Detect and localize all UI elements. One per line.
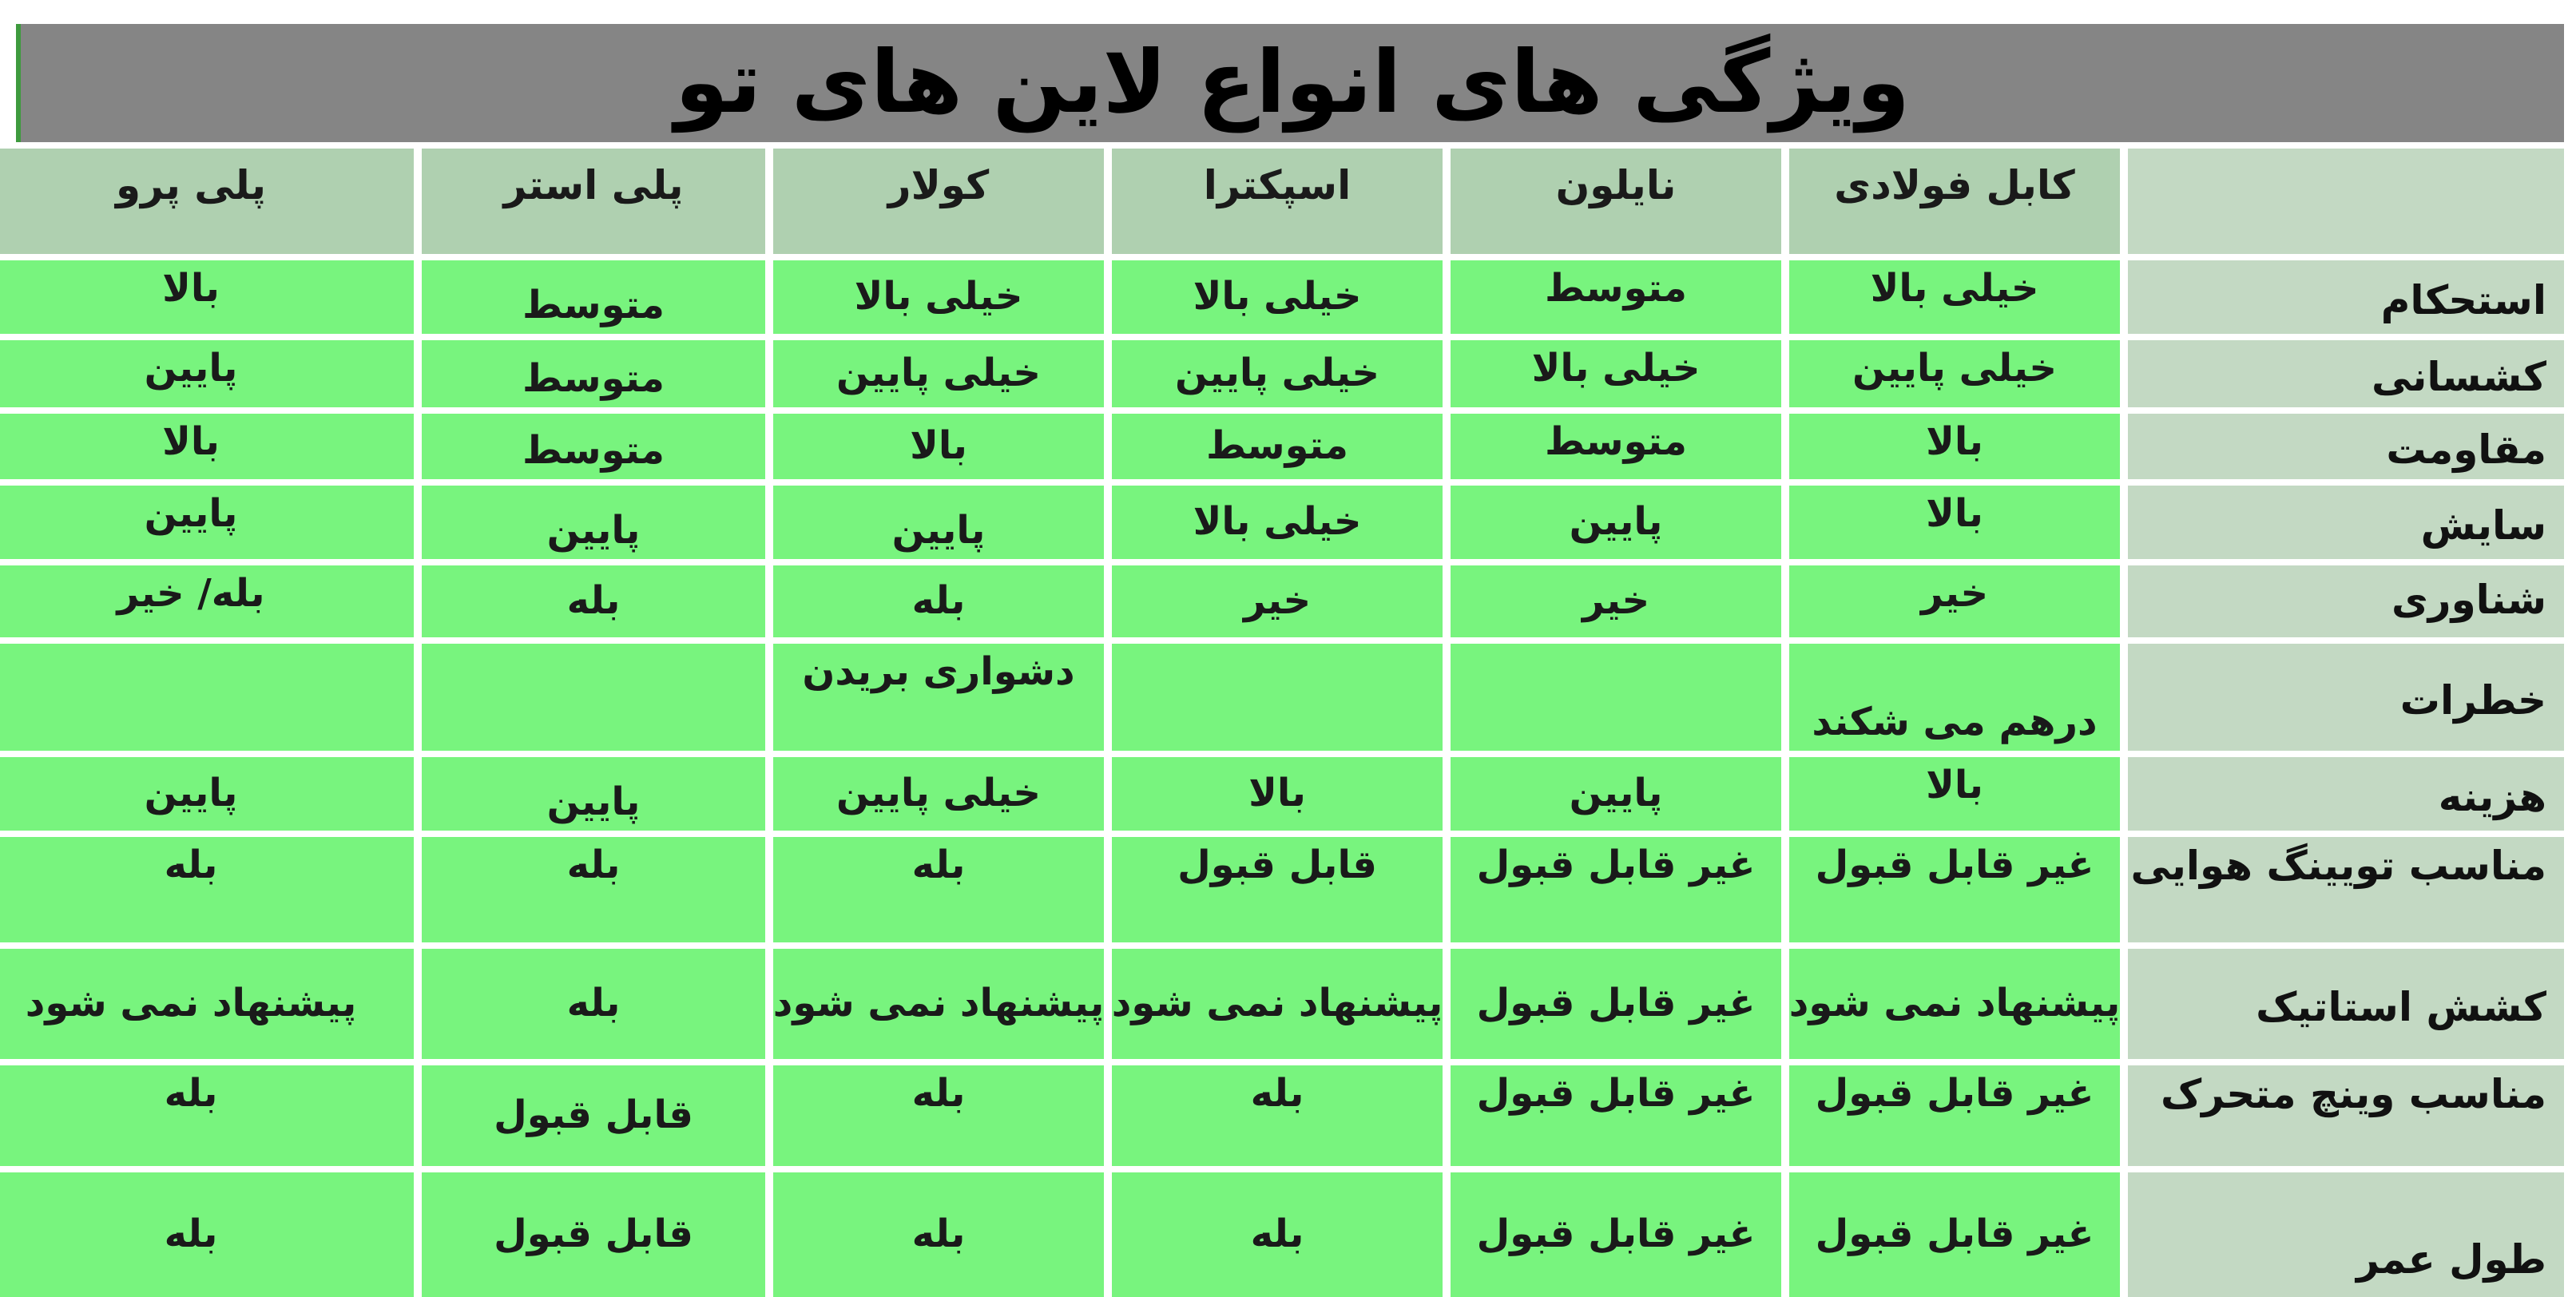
table-cell: پیشنهاد نمی شود <box>0 949 414 1059</box>
header-cell-blank <box>2128 149 2564 254</box>
table-cell: غیر قابل قبول <box>1789 1065 2120 1166</box>
header-cell-polypro: پلی پرو <box>0 149 414 254</box>
table-cell: پایین <box>0 486 414 559</box>
table-cell: بله <box>422 949 765 1059</box>
table-cell <box>1451 644 1781 751</box>
row-label: هزینه <box>2128 757 2564 831</box>
table-cell: غیر قابل قبول <box>1789 837 2120 942</box>
table-cell <box>0 644 414 751</box>
table-cell: پیشنهاد نمی شود <box>1112 949 1443 1059</box>
row-label: شناوری <box>2128 565 2564 637</box>
table-cell: غیر قابل قبول <box>1451 1065 1781 1166</box>
table-cell: بله <box>773 1065 1104 1166</box>
table-cell: پایین <box>0 340 414 407</box>
table-cell: پیشنهاد نمی شود <box>773 949 1104 1059</box>
table-cell: پایین <box>422 486 765 559</box>
table-cell <box>422 644 765 751</box>
table-cell: خیلی بالا <box>773 260 1104 334</box>
table-cell: پیشنهاد نمی شود <box>1789 949 2120 1059</box>
page-title: ویژگی های انواع لاین های تو <box>674 33 1911 133</box>
table-cell <box>1112 644 1443 751</box>
table-cell: غیر قابل قبول <box>1789 1172 2120 1297</box>
table-cell: خیلی بالا <box>1112 486 1443 559</box>
row-label: استحکام <box>2128 260 2564 334</box>
row-label: مناسب وینچ متحرک <box>2128 1065 2564 1166</box>
row-label: مناسب تویینگ هوایی <box>2128 837 2564 942</box>
table-cell: متوسط <box>422 260 765 334</box>
table-cell: خیلی بالا <box>1789 260 2120 334</box>
row-label: خطرات <box>2128 644 2564 751</box>
table-cell: خیلی بالا <box>1112 260 1443 334</box>
table-cell: قابل قبول <box>1112 837 1443 942</box>
header-cell-steel-cable: کابل فولادی <box>1789 149 2120 254</box>
table-cell: بله <box>0 1065 414 1166</box>
table-cell: خیر <box>1789 565 2120 637</box>
table-cell: بله <box>773 1172 1104 1297</box>
table-cell: خیلی پایین <box>773 757 1104 831</box>
table-cell: بله <box>1112 1172 1443 1297</box>
table-cell: خیلی بالا <box>1451 340 1781 407</box>
table-cell: پایین <box>1451 757 1781 831</box>
table-cell: درهم می شکند <box>1789 644 2120 751</box>
table-cell: بله <box>1112 1065 1443 1166</box>
row-label: سایش <box>2128 486 2564 559</box>
row-label: مقاومت <box>2128 414 2564 479</box>
table-cell: بله <box>422 837 765 942</box>
table-cell: بله <box>0 837 414 942</box>
table-cell: خیر <box>1112 565 1443 637</box>
table-cell: پایین <box>422 757 765 831</box>
table-cell: بله/ خیر <box>0 565 414 637</box>
table-cell: غیر قابل قبول <box>1451 949 1781 1059</box>
header-cell-kevlar: کولار <box>773 149 1104 254</box>
title-bar <box>16 24 2564 142</box>
row-label: طول عمر <box>2128 1172 2564 1297</box>
table-cell: بالا <box>1789 757 2120 831</box>
table-cell: غیر قابل قبول <box>1451 1172 1781 1297</box>
table-cell: بله <box>773 565 1104 637</box>
table-cell: دشواری بریدن <box>773 644 1104 751</box>
table-cell: بالا <box>0 414 414 479</box>
comparison-table <box>16 149 2564 1283</box>
table-cell: متوسط <box>1112 414 1443 479</box>
table-cell: بالا <box>1789 486 2120 559</box>
table-cell: پایین <box>773 486 1104 559</box>
table-cell: بله <box>773 837 1104 942</box>
table-cell: متوسط <box>1451 414 1781 479</box>
table-cell: بله <box>0 1172 414 1297</box>
row-label: کشسانی <box>2128 340 2564 407</box>
table-cell: بله <box>422 565 765 637</box>
table-cell: خیلی پایین <box>1789 340 2120 407</box>
table-cell: خیر <box>1451 565 1781 637</box>
table-cell: بالا <box>773 414 1104 479</box>
table-cell: متوسط <box>422 340 765 407</box>
table-cell: قابل قبول <box>422 1065 765 1166</box>
table-cell: بالا <box>1789 414 2120 479</box>
table-cell: پایین <box>0 757 414 831</box>
table-cell: متوسط <box>422 414 765 479</box>
header-cell-nylon: نایلون <box>1451 149 1781 254</box>
table-cell: پایین <box>1451 486 1781 559</box>
table-cell: قابل قبول <box>422 1172 765 1297</box>
row-label: کشش استاتیک <box>2128 949 2564 1059</box>
table-cell: غیر قابل قبول <box>1451 837 1781 942</box>
table-cell: خیلی پایین <box>1112 340 1443 407</box>
header-cell-spectra: اسپکترا <box>1112 149 1443 254</box>
table-cell: خیلی پایین <box>773 340 1104 407</box>
table-cell: متوسط <box>1451 260 1781 334</box>
table-cell: بالا <box>0 260 414 334</box>
header-cell-polyester: پلی استر <box>422 149 765 254</box>
table-cell: بالا <box>1112 757 1443 831</box>
